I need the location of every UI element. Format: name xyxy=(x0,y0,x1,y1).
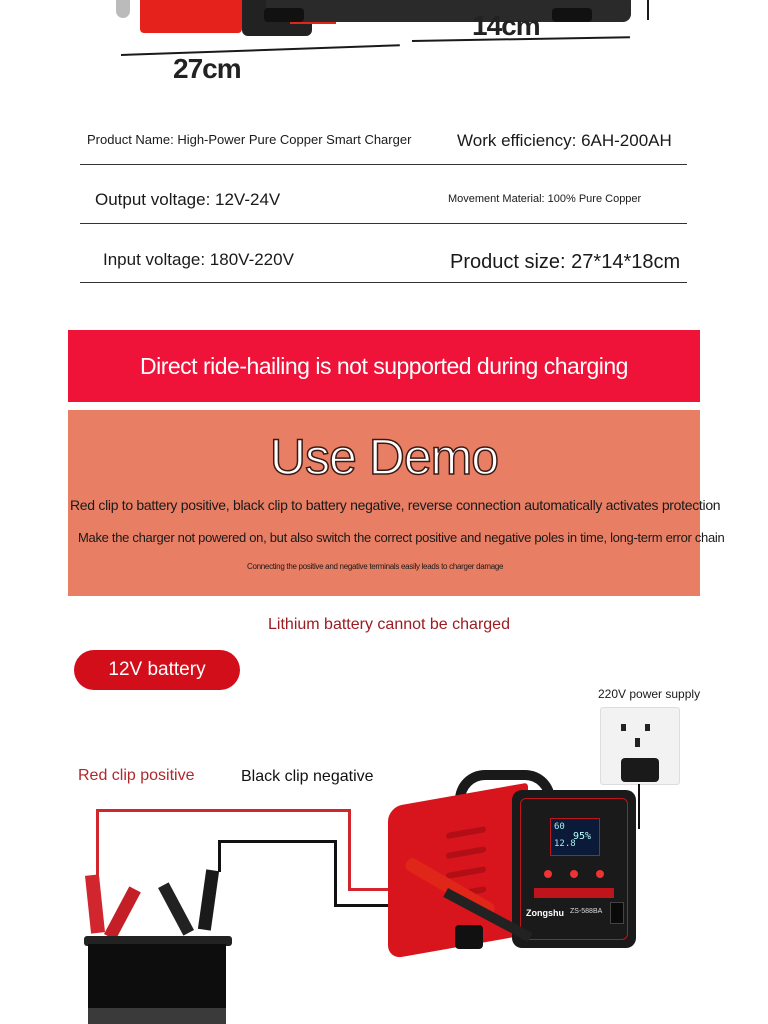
charger-front-panel xyxy=(512,790,636,948)
vent-slot xyxy=(446,826,486,839)
lithium-notice: Lithium battery cannot be charged xyxy=(268,616,510,633)
black-clip-jaw xyxy=(158,882,194,935)
spec-divider xyxy=(80,164,687,165)
black-wire-right-down xyxy=(334,840,337,906)
length-dimension-line xyxy=(121,44,400,56)
red-wire-to-charger xyxy=(348,888,393,891)
battery-base-band xyxy=(88,1008,226,1024)
spec-movement-material: Movement Material: 100% Pure Copper xyxy=(448,193,642,205)
black-clip-icon xyxy=(198,869,219,930)
lcd-voltage: 12.8 xyxy=(554,839,576,849)
red-clip-icon xyxy=(85,874,105,933)
power-switch xyxy=(610,902,624,924)
lcd-percent: 95% xyxy=(573,831,592,842)
spec-divider xyxy=(80,282,687,283)
spec-output-voltage: Output voltage: 12V-24V xyxy=(95,190,281,209)
wall-socket xyxy=(600,707,680,785)
red-wire-right-down xyxy=(348,809,351,890)
plug-icon xyxy=(621,758,659,782)
spec-divider xyxy=(80,223,687,224)
red-clip-label: Red clip positive xyxy=(78,767,195,784)
red-wire-top xyxy=(96,809,350,812)
power-supply-label: 220V power supply xyxy=(598,687,701,701)
power-cord xyxy=(638,784,640,829)
mode-button xyxy=(570,870,578,878)
spec-product-size: Product size: 27*14*18cm xyxy=(450,251,681,273)
mode-button xyxy=(544,870,552,878)
vent-slot xyxy=(446,866,486,879)
socket-hole-right xyxy=(645,724,650,731)
charger-model: ZS-588BA xyxy=(570,908,603,915)
red-clip-jaw xyxy=(104,886,141,940)
foot-right xyxy=(552,8,592,22)
width-dimension-label: 14cm xyxy=(472,10,540,41)
handle-fragment xyxy=(116,0,130,18)
spec-product-name: Product Name: High-Power Pure Copper Smart Charger xyxy=(87,132,412,147)
black-wire-down xyxy=(218,840,221,872)
charger-name-strip xyxy=(534,888,614,898)
spec-input-voltage: Input voltage: 180V-220V xyxy=(103,250,294,269)
vent-slot xyxy=(446,846,486,859)
black-clip-label: Black clip negative xyxy=(241,768,374,785)
charger-product-photo-fragment xyxy=(112,0,632,40)
foot-left xyxy=(264,8,304,22)
length-dimension-label: 27cm xyxy=(173,53,241,84)
use-demo-title: Use Demo xyxy=(269,429,499,485)
socket-hole-left xyxy=(621,724,626,731)
mode-button xyxy=(596,870,604,878)
height-dimension-line xyxy=(647,0,649,20)
black-wire-top xyxy=(218,840,336,843)
warning-banner-text: Direct ride-hailing is not supported during charging xyxy=(140,353,628,379)
demo-note-2: Make the charger not powered on, but also switch the correct positive and negative poles in time, long-term error chain xyxy=(78,530,725,545)
demo-note-3: Connecting the positive and negative terminals easily leads to charger damage xyxy=(247,562,504,571)
battery-icon xyxy=(88,944,226,1024)
spec-work-efficiency: Work efficiency: 6AH-200AH xyxy=(457,131,672,150)
lcd-display xyxy=(550,818,600,856)
red-housing xyxy=(140,0,242,33)
lcd-current: 60 xyxy=(554,822,565,832)
charger-plug xyxy=(455,925,483,949)
battery-charging-badge xyxy=(74,650,240,720)
demo-note-1: Red clip to battery positive, black clip to battery negative, reverse connection automatically activates protection xyxy=(70,497,721,513)
charger-brand: Zongshu xyxy=(526,908,564,918)
socket-hole-ground xyxy=(635,738,640,747)
warning-banner xyxy=(68,330,700,402)
battery-charging-badge-text: 12V battery charging xyxy=(108,659,206,720)
black-wire-to-charger xyxy=(334,904,394,907)
red-wire-down xyxy=(96,809,99,879)
